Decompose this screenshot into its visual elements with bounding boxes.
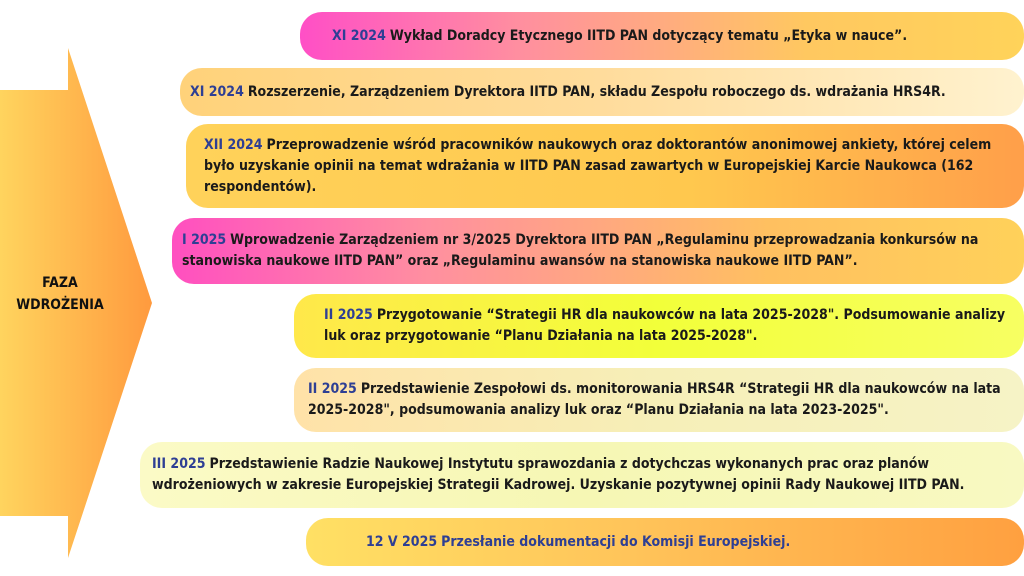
event-date: II 2025 [324, 307, 373, 323]
event-description: Przedstawienie Zespołowi ds. monitorowania HRS4R “Strategii HR dla naukowców na lata 2025-2028", podsumowania analizy luk oraz “Planu Działania na lata 2023-2025". [308, 381, 1001, 418]
event-date: I 2025 [182, 232, 227, 248]
timeline-event [294, 368, 1024, 432]
phase-label: FAZA WDROŻENIA [16, 275, 104, 313]
timeline-event [186, 124, 1024, 208]
event-description: Przygotowanie “Strategii HR dla naukowców na lata 2025-2028". Podsumowanie analizy luk oraz przygotowanie “Planu Działania na lata 2025-2028". [324, 307, 1006, 344]
event-description: Przesłanie dokumentacji do Komisji Europejskiej. [441, 533, 791, 550]
event-date: XII 2024 [204, 136, 263, 153]
timeline-event [172, 218, 1024, 284]
event-date: II 2025 [308, 381, 357, 397]
phase-arrow [0, 48, 152, 558]
timeline-event [294, 294, 1024, 358]
event-date: XI 2024 [190, 83, 244, 100]
event-description: Wprowadzenie Zarządzeniem nr 3/2025 Dyrektora IITD PAN „Regulaminu przeprowadzania konkursów na stanowiska naukowe IITD PAN” oraz „Regulaminu awansów na stanowiska naukowe IITD PAN”. [182, 232, 979, 269]
timeline-event [306, 518, 1024, 566]
event-description: Wykład Doradcy Etycznego IITD PAN dotyczący tematu „Etyka w nauce”. [389, 27, 908, 44]
event-date: 12 V 2025 [366, 533, 438, 550]
event-description: Przedstawienie Radzie Naukowej Instytutu sprawozdania z dotychczas wykonanych prac oraz planów wdrożeniowych w zakresie Europejskiej Strategii Kadrowej. Uzyskanie pozytywnej opinii Rady Naukowej IITD PAN. [152, 456, 965, 493]
event-date: III 2025 [152, 456, 206, 472]
timeline-event [180, 68, 1024, 116]
timeline-event [300, 12, 1024, 60]
event-description: Rozszerzenie, Zarządzeniem Dyrektora IITD PAN, składu Zespołu roboczego ds. wdrażania HRS4R. [247, 83, 946, 100]
event-date: XI 2024 [332, 27, 386, 44]
timeline-event [140, 442, 1024, 508]
event-description: Przeprowadzenie wśród pracowników naukowych oraz doktorantów anonimowej ankiety, której celem było uzyskanie opinii na temat wdrażania w IITD PAN zasad zawartych w Europejskiej Karcie Naukowca (162 respondentów). [204, 136, 992, 195]
